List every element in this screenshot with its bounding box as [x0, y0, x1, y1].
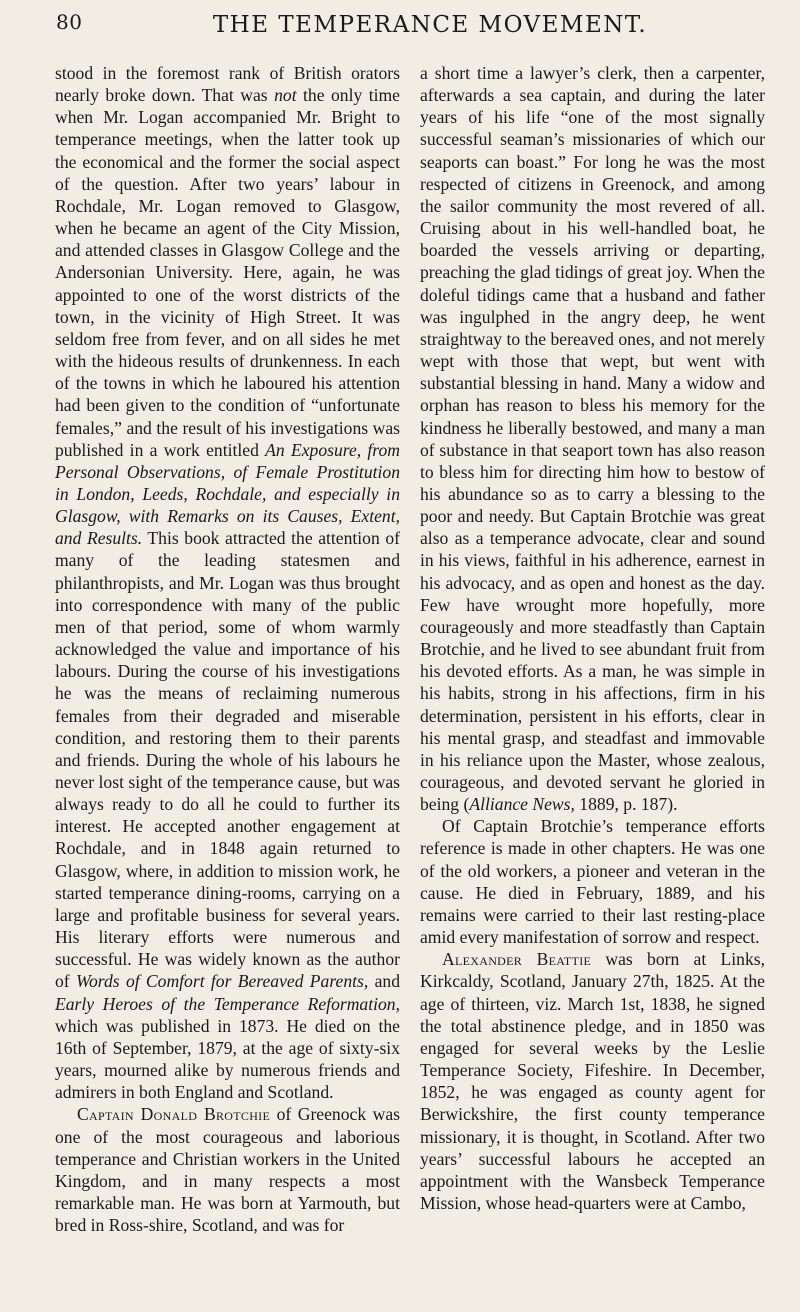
- paragraph-brotchie-efforts: Of Captain Brotchie’s temperance efforts reference is made in other chapters. He was one of the old workers, a pioneer and veteran in the cause. He died in February, 1889, and his remains were carried to their last resting-place amid every manifestation of sorrow and respect.: [420, 816, 765, 948]
- book-title-exposure: An Exposure, from Personal Observations, of Female Prostitution in London, Leeds, Rochdale, and especially in Glasgow, with Remarks on its Causes, Extent, and Results.: [55, 439, 401, 549]
- paragraph-logan: [55, 62, 400, 1103]
- text-run: of Greenock was one of the most courageous and laborious temperance and Christian workers in the United Kingdom, and in many respects a most remarkable man. He was born at Yarmouth, but bred in Ross-shire, Scotland, and was for: [55, 1104, 400, 1236]
- left-column: [55, 62, 400, 1236]
- source-alliance-news: Alliance News,: [469, 794, 575, 815]
- text-run: which was published in 1873. He died on the 16th of September, 1879, at the age of sixty-six years, mourned alike by numerous friends and admirers in both England and Scotland.: [55, 1015, 400, 1103]
- paragraph-brotchie: [55, 1103, 400, 1236]
- right-column: [420, 62, 765, 1214]
- text-run: 1889, p. 187).: [574, 794, 678, 815]
- text-run: the only time when Mr. Logan accompanied Mr. Bright to temperance meetings, when the latter took up the economical and the former the social aspect of the question. After two years’ labour in Rochdale, Mr. Logan removed to Glasgow, when he became an agent of the City Mission, and attended classes in Glasgow College and the Andersonian University. Here, again, he was appointed to one of the worst districts of the town, in the vicinity of High Street. It was seldom free from fever, and on all sides he met with the hideous results of drunkenness. In each of the towns in which he laboured his attention had been given to the condition of “unfortunate females,” and the result of his investigations was published in a work entitled: [55, 85, 400, 460]
- paragraph-beattie: [420, 948, 765, 1214]
- text-run: stood in the foremost rank of British orators nearly broke down. That was: [55, 63, 400, 106]
- person-name-brotchie: Captain Donald Brotchie: [77, 1104, 271, 1125]
- book-title-words-of-comfort: Words of Comfort for Bereaved Parents,: [75, 971, 369, 992]
- text-run: was born at Links, Kirkcaldy, Scotland, January 27th, 1825. At the age of thirteen, viz. March 1st, 1838, he signed the total abstinence pledge, and in 1850 was engaged for several weeks by the Leslie Temperance Society, Fifeshire. In December, 1852, he was engaged as county agent for Berwickshire, the first county temperance missionary, it is thought, in Scotland. After two years’ successful labours he accepted an appointment with the Wansbeck Temperance Mission, whose head-quarters were at Cambo,: [420, 949, 765, 1213]
- emphasis-not: not: [274, 85, 297, 106]
- text-run: and: [368, 971, 400, 992]
- page-number: 80: [56, 10, 83, 34]
- running-head: THE TEMPERANCE MOVEMENT.: [212, 12, 648, 38]
- text-run: a short time a lawyer’s clerk, then a carpenter, afterwards a sea captain, and during the later years of his life “one of the most signally successful seaman’s missionaries of which our seaports can boast.” For long he was the most respected of citizens in Greenock, and among the sailor community the most revered of all. Cruising about in his well-handled boat, he boarded the vessels arriving or departing, preaching the glad tidings of great joy. When the doleful tidings came that a husband and father was ingulphed in the angry deep, he went straightway to the bereaved ones, and not merely wept with those that wept, but went with substantial blessing in hand. Many a widow and orphan has reason to bless his memory for the kindness he liberally bestowed, and many a man of substance in that seaport town has also reason to bless him for directing him how to bestow of his abundance so as to carry a blessing to the poor and needy. But Captain Brotchie was great also as a temperance advocate, clear and sound in his views, faithful in his adherence, earnest in his advocacy, and as open and honest as the day. Few have wrought more hopefully, more courageously and more steadfastly than Captain Brotchie, and he lived to see abundant fruit from his devoted efforts. As a man, he was simple in his habits, strong in his affections, firm in his determination, persistent in his efforts, clear in his mental grasp, and steadfast and immovable in his reliance upon the Master, whose zealous, courageous, and devoted servant he gloried in being (: [420, 63, 765, 815]
- paragraph-brotchie-continued: [420, 62, 765, 815]
- text-run: This book attracted the attention of many of the leading statesmen and philanthropists, and Mr. Logan was thus brought into correspondence with many of the public men of that period, some of whom warmly acknowledged the value and importance of his labours. During the course of his investigations he was the means of reclaiming numerous females from their degraded and miserable condition, and restoring them to their parents and friends. During the whole of his labours he never lost sight of the temperance cause, but was always ready to do all he could to further its interest. He accepted another engagement at Rochdale, and in 1848 again returned to Glasgow, where, in addition to mission work, he started temperance dining-rooms, carrying on a large and profitable business for several years. His literary efforts were numerous and successful. He was widely known as the author of: [55, 528, 400, 992]
- person-name-beattie: Alexander Beattie: [442, 949, 592, 970]
- book-title-early-heroes: Early Heroes of the Temperance Reformation,: [55, 993, 400, 1014]
